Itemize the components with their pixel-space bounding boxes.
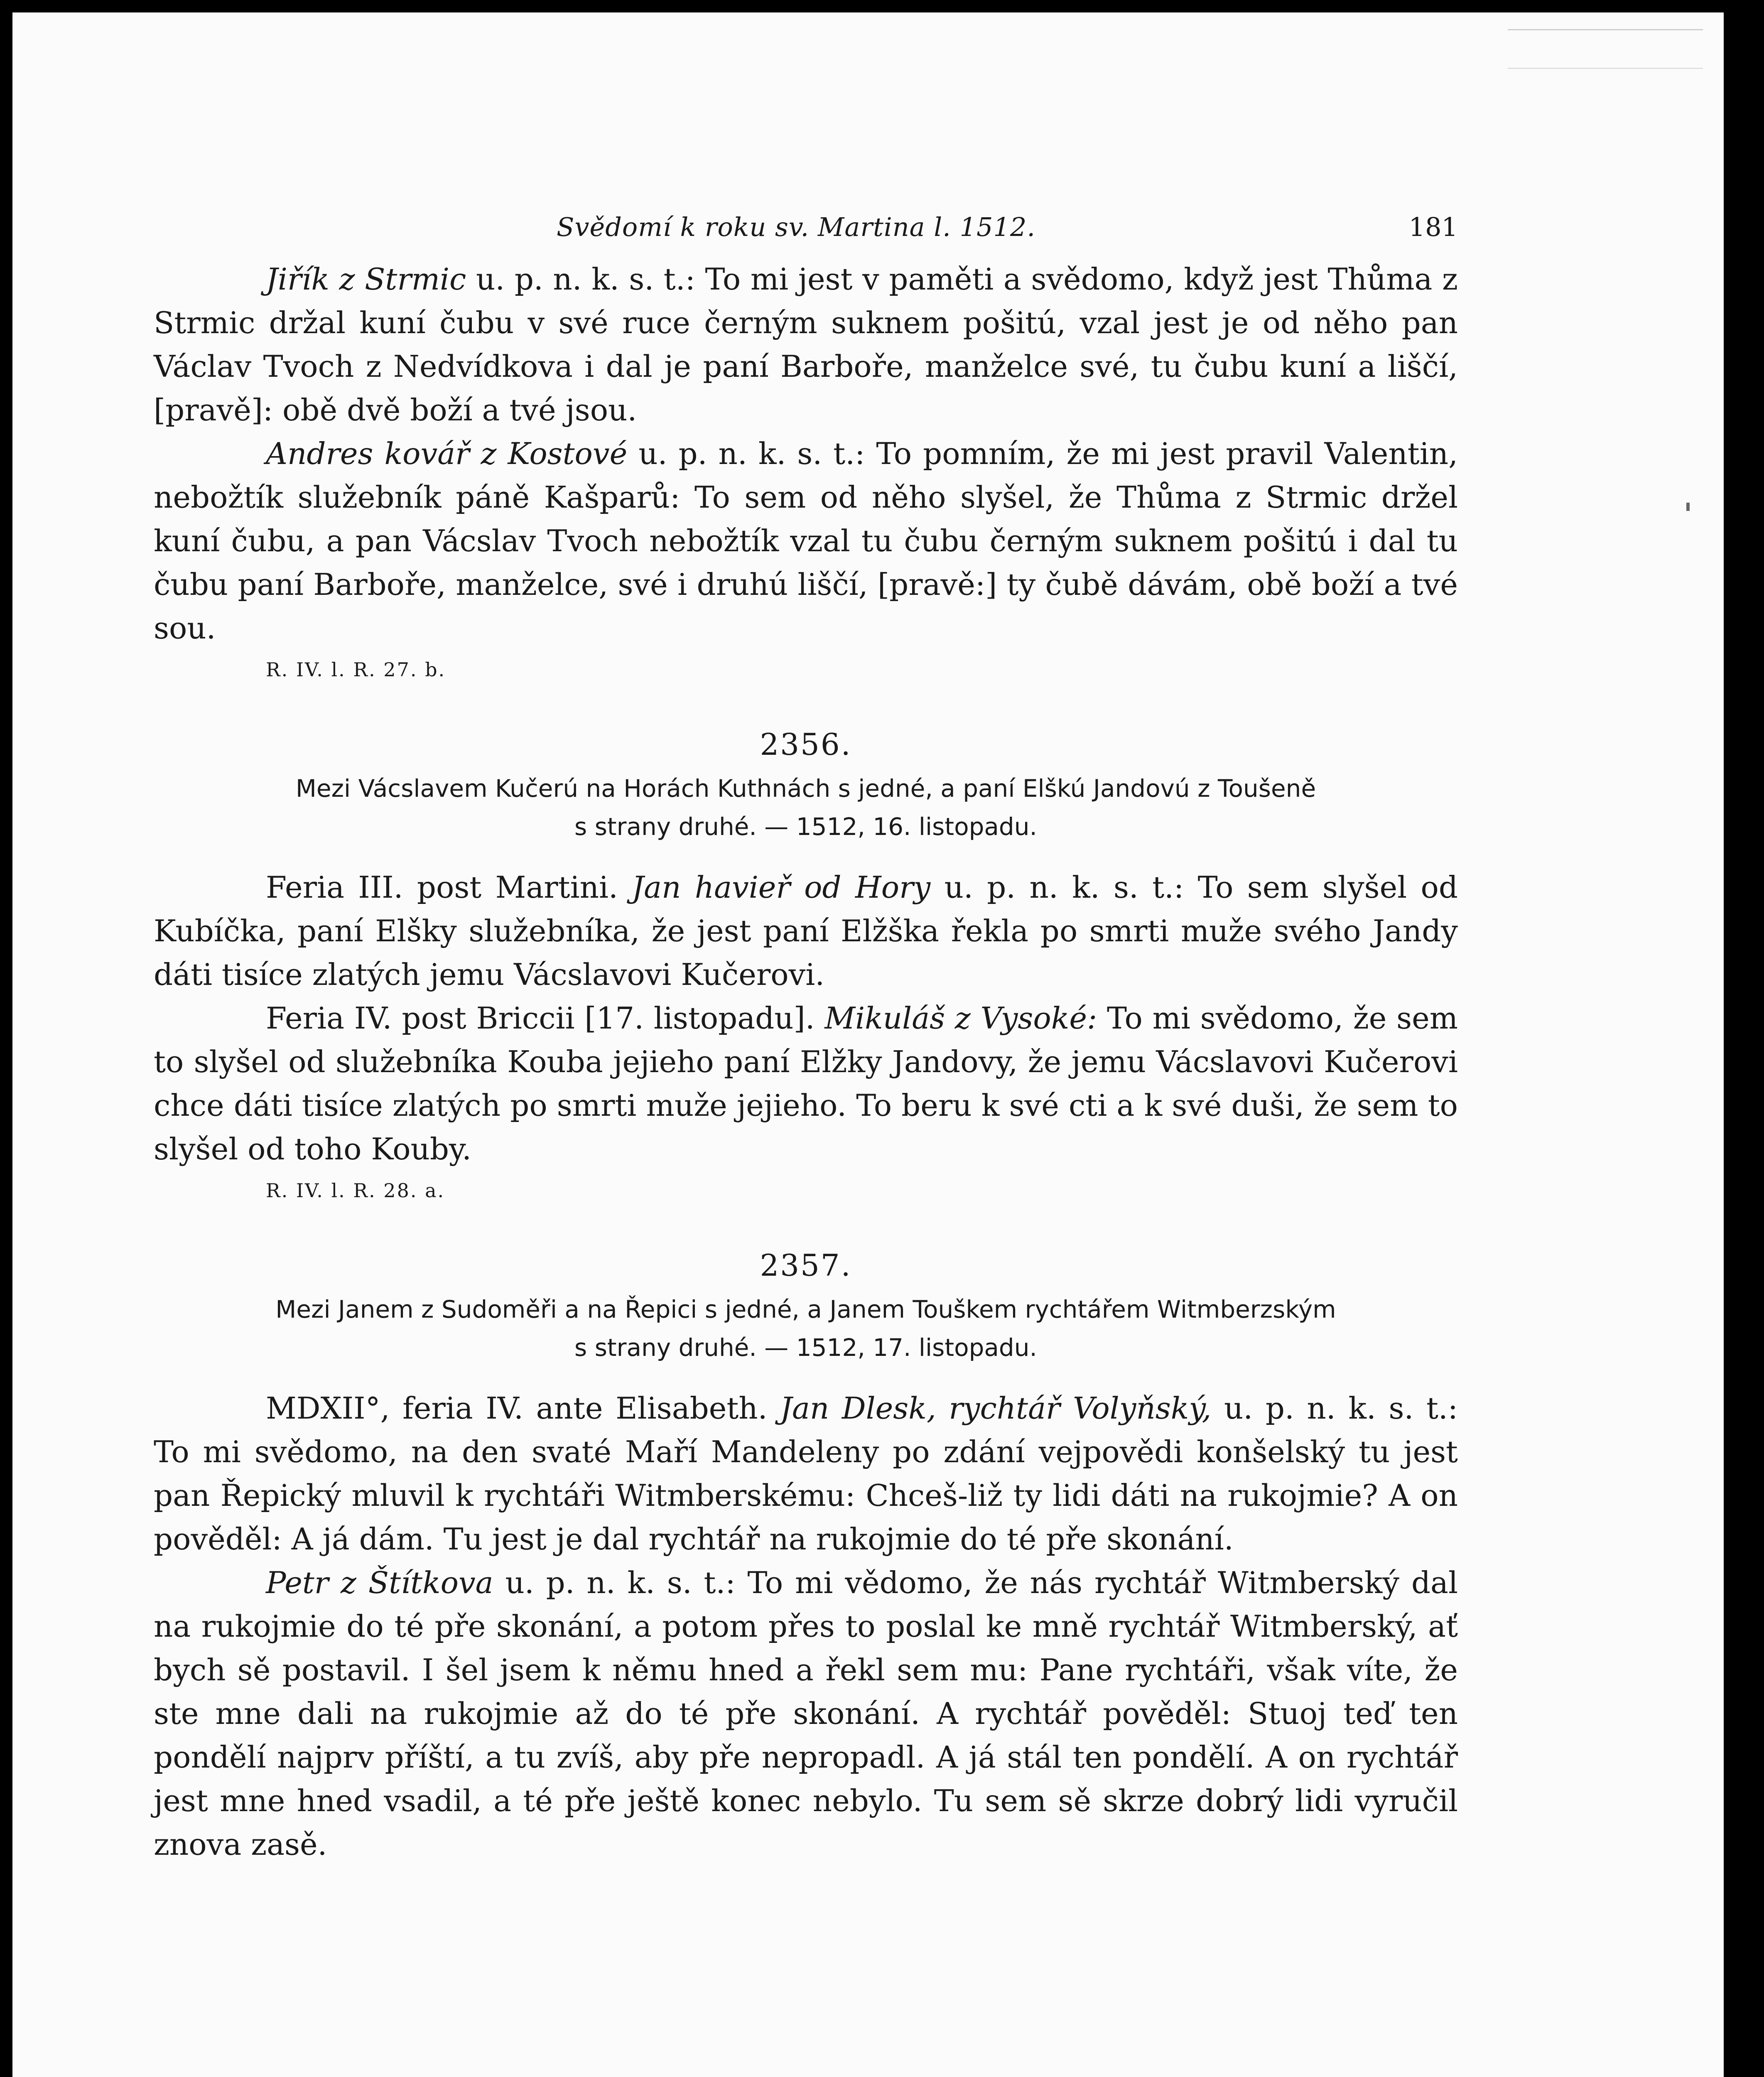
book-page <box>12 12 1724 2077</box>
document-number: 2357. <box>760 1248 852 1283</box>
witness-name: Jan Dlesk, rychtář Volyňský, <box>780 1391 1212 1426</box>
witness-name: Jan havieř od Hory <box>632 870 931 905</box>
document-number: 2356. <box>760 727 852 762</box>
testimony-paragraph <box>154 1387 1458 1561</box>
document-heading <box>154 1290 1458 1367</box>
testimony-paragraph <box>154 997 1458 1171</box>
witness-name: Mikuláš z Vysoké: <box>824 1001 1097 1036</box>
date-lead: Feria IV. post Briccii [17. listopadu]. <box>266 1001 815 1036</box>
testimony-text: u. p. n. k. s. t.: To sem slyšel od Kubíčka, paní Elšky služebníka, že jest paní Elžška řekla po smrti muže svého Jandy dáti tisíce zlatých jemu Vácslavovi Kučerovi. <box>154 870 1458 992</box>
heading-line: s strany druhé. — 1512, 17. listopadu. <box>574 1333 1037 1362</box>
scan-edge-mark <box>1508 29 1703 69</box>
margin-mark <box>1686 503 1690 511</box>
document-heading <box>154 769 1458 846</box>
witness-name: Andres kovář z Kostové <box>266 436 628 471</box>
date-lead: Feria III. post Martini. <box>266 870 618 905</box>
witness-name: Jiřík z Strmic <box>266 262 466 297</box>
testimony-text: u. p. n. k. s. t.: To mi vědomo, že nás rychtář Witmberský dal na rukojmie do té pře skonání, a potom přes to poslal ke mně rychtář Witmberský, ať bych sě postavil. I šel jsem k němu hned a řekl sem mu: Pane rychtáři, však víte, že ste mne dali na rukojmie až do té pře skonání. A rychtář pověděl: Stuoj teď ten pondělí najprv příští, a tu zvíš, aby pře nepropadl. A já stál ten pondělí. A on rychtář jest mne hned vsadil, a té pře ještě konec nebylo. Tu sem sě skrze dobrý lidi vyručil znova zasě. <box>154 1565 1458 1862</box>
witness-name: Petr z Štítkova <box>266 1565 493 1600</box>
page-number: 181 <box>1408 212 1458 242</box>
heading-line: s strany druhé. — 1512, 16. listopadu. <box>574 813 1037 841</box>
testimony-paragraph <box>154 432 1458 650</box>
testimony-text: u. p. n. k. s. t.: To mi svědomo, na den svaté Maří Mandeleny po zdání vejpovědi konšelský tu jest pan Řepický mluvil k rychtáři Witmberskému: Chceš-liž ty lidi dáti na rukojmie? A on pověděl: A já dám. Tu jest je dal rychtář na rukojmie do té pře skonání. <box>154 1391 1458 1557</box>
testimony-paragraph <box>154 1561 1458 1866</box>
running-title: Svědomí k roku sv. Martina l. 1512. <box>557 212 1036 242</box>
heading-line: Mezi Vácslavem Kučerú na Horách Kuthnách s jedné, a paní Elškú Jandovú z Toušeně <box>295 774 1316 803</box>
testimony-text: To mi svědomo, že sem to slyšel od služebníka Kouba jejieho paní Elžky Jandovy, že jemu Vácslavovi Kučerovi chce dáti tisíce zlatých po smrti muže jejieho. To beru k své cti a k své duši, že sem to slyšel od toho Kouby. <box>154 1001 1458 1166</box>
source-reference: R. IV. l. R. 28. a. <box>266 1179 445 1202</box>
testimony-text: u. p. n. k. s. t.: To mi jest v paměti a svědomo, když jest Thůma z Strmic držal kuní čubu v své ruce černým suknem pošitú, vzal jest je od něho pan Václav Tvoch z Nedvídkova i dal je paní Barboře, manželce své, tu čubu kuní a liščí, [pravě]: obě dvě boží a tvé jsou. <box>154 262 1458 427</box>
heading-line: Mezi Janem z Sudoměři a na Řepici s jedné, a Janem Touškem rychtářem Witmberzským <box>275 1295 1336 1323</box>
testimony-paragraph <box>154 258 1458 432</box>
page-header <box>154 212 1458 258</box>
page-content <box>154 212 1458 1866</box>
date-lead: MDXII°, feria IV. ante Elisabeth. <box>266 1391 768 1426</box>
testimony-text: u. p. n. k. s. t.: To pomním, že mi jest pravil Valentin, nebožtík služebník páně Kašparů: To sem od něho slyšel, že Thůma z Strmic držel kuní čubu, a pan Vácslav Tvoch nebožtík vzal tu čubu černým suknem pošitú i dal tu čubu paní Barboře, manželce, své i druhú liščí, [pravě:] ty čubě dávám, obě boží a tvé sou. <box>154 436 1458 646</box>
source-reference: R. IV. l. R. 27. b. <box>266 658 446 681</box>
testimony-paragraph <box>154 866 1458 997</box>
